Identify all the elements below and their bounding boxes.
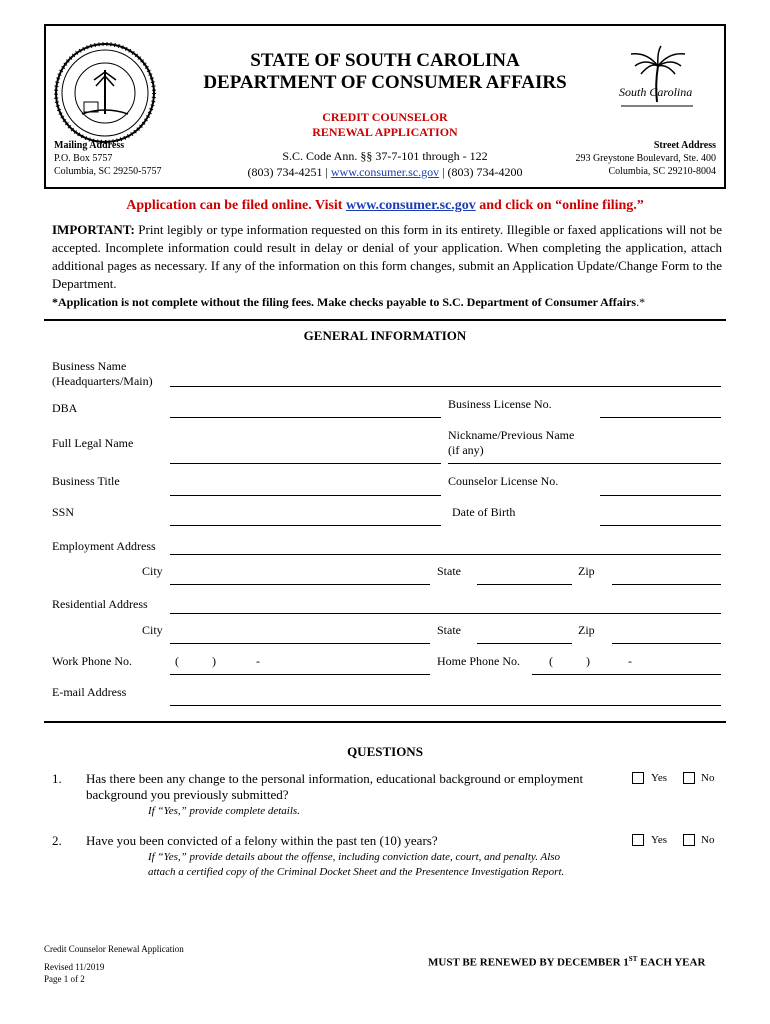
palmetto-logo-icon <box>617 44 697 112</box>
online-notice-link[interactable]: www.consumer.sc.gov <box>345 198 476 213</box>
mailing-address-label: Mailing Address <box>54 140 125 151</box>
residential-state-field[interactable] <box>477 643 572 644</box>
email-label: E-mail Address <box>52 685 127 699</box>
question-1-number: 1. <box>52 771 62 786</box>
business-name-field[interactable] <box>170 386 721 387</box>
question-1-no-checkbox[interactable] <box>683 772 695 784</box>
renewal-deadline-suffix: EACH YEAR <box>637 956 706 969</box>
employment-city-label: City <box>142 564 163 578</box>
street-address-line1: 293 Greystone Boulevard, Ste. 400 <box>575 153 716 164</box>
residential-address-label: Residential Address <box>52 597 148 611</box>
employment-city-field[interactable] <box>170 584 430 585</box>
full-legal-name-label: Full Legal Name <box>52 436 134 450</box>
question-2-yes-label: Yes <box>651 834 668 846</box>
important-label: IMPORTANT: <box>52 222 135 237</box>
mailing-address-line1: P.O. Box 5757 <box>54 153 113 164</box>
online-notice-prefix: Application can be filed online. Visit <box>126 198 346 213</box>
fees-notice-text: *Application is not complete without the filing fees. Make checks payable to S.C. Department of Consumer Affairs <box>52 295 637 309</box>
agency-department-title: DEPARTMENT OF CONSUMER AFFAIRS <box>203 72 567 93</box>
question-2-text: Have you been convicted of a felony within the past ten (10) years? <box>86 833 438 848</box>
section-divider <box>44 319 726 321</box>
nickname-label: Nickname/Previous Name <box>448 428 575 442</box>
question-2-no-label: No <box>701 834 715 846</box>
employment-zip-label: Zip <box>578 564 595 578</box>
mailing-address-line2: Columbia, SC 29250-5757 <box>54 166 162 177</box>
question-1-text-line1: Has there been any change to the personal information, educational background or employment <box>86 771 584 786</box>
footer-info <box>44 943 184 985</box>
general-info-heading: GENERAL INFORMATION <box>303 328 467 343</box>
question-2-hint-line2: attach a certified copy of the Criminal Docket Sheet and the Presentence Investigation Report. <box>148 866 565 878</box>
phone-right: | (803) 734-4200 <box>442 165 523 179</box>
street-address-label: Street Address <box>653 140 716 151</box>
work-phone-dash: - <box>256 654 260 668</box>
question-2-hint-line1: If “Yes,” provide details about the offense, including conviction date, court, and penalty. Also <box>148 851 561 863</box>
residential-zip-label: Zip <box>578 623 595 637</box>
agency-state-title: STATE OF SOUTH CAROLINA <box>250 50 520 71</box>
question-1-hint: If “Yes,” provide complete details. <box>148 805 300 817</box>
important-text: Print legibly or type information requested on this form in its entirety. Illegible or faxed applications will not be accepted. Incomplete information could result in delay or denial of your application. When completing the application, attach additional pages as necessary. If any of the information on this form changes, submit an Application Update/Change Form to the Department. <box>52 222 722 291</box>
business-title-field[interactable] <box>170 495 441 496</box>
work-phone-label: Work Phone No. <box>52 654 133 668</box>
home-phone-field[interactable] <box>532 674 721 675</box>
residential-city-label: City <box>142 623 163 637</box>
form-name-line2: RENEWAL APPLICATION <box>312 125 458 139</box>
residential-city-field[interactable] <box>170 643 430 644</box>
question-1-text-line2: background you previously submitted? <box>86 787 289 802</box>
important-paragraph <box>52 221 722 293</box>
question-2-number: 2. <box>52 833 62 848</box>
business-title-label: Business Title <box>52 474 120 488</box>
renewal-deadline <box>428 955 705 969</box>
counselor-license-label: Counselor License No. <box>448 474 559 488</box>
residential-zip-field[interactable] <box>612 643 721 644</box>
logo-wordmark: South Carolina <box>619 85 693 99</box>
business-name-label: Business Name <box>52 359 127 373</box>
renewal-deadline-sup: ST <box>628 955 638 963</box>
question-1-yes-label: Yes <box>651 772 668 784</box>
ssn-label: SSN <box>52 505 75 519</box>
business-license-field[interactable] <box>600 417 721 418</box>
ssn-field[interactable] <box>170 525 441 526</box>
footer-page-number: Page 1 of 2 <box>44 974 85 984</box>
footer-form-name: Credit Counselor Renewal Application <box>44 944 184 954</box>
employment-address-label: Employment Address <box>52 539 156 553</box>
employment-zip-field[interactable] <box>612 584 721 585</box>
phone-left: (803) 734-4251 | <box>247 165 328 179</box>
website-link[interactable]: www.consumer.sc.gov <box>330 165 440 179</box>
work-phone-field[interactable] <box>170 674 430 675</box>
dba-field[interactable] <box>170 417 441 418</box>
question-1-yes-checkbox[interactable] <box>632 772 644 784</box>
online-notice <box>44 198 726 214</box>
statute-code: S.C. Code Ann. §§ 37-7-101 through - 122 <box>282 149 488 163</box>
home-phone-paren-open: ( <box>549 654 553 668</box>
home-phone-label: Home Phone No. <box>437 654 520 668</box>
question-2-no-checkbox[interactable] <box>683 834 695 846</box>
question-2-yes-checkbox[interactable] <box>632 834 644 846</box>
footer-revised: Revised 11/2019 <box>44 962 105 972</box>
fees-notice <box>52 295 722 310</box>
residential-state-label: State <box>437 623 461 637</box>
nickname-field[interactable] <box>448 463 721 464</box>
fees-notice-suffix: .* <box>636 295 646 309</box>
dba-label: DBA <box>52 401 78 415</box>
home-phone-paren-close: ) <box>586 654 590 668</box>
business-name-sublabel: (Headquarters/Main) <box>52 374 153 388</box>
questions-heading: QUESTIONS <box>347 744 423 759</box>
section-divider-2 <box>44 721 726 723</box>
dob-field[interactable] <box>600 525 721 526</box>
form-name-line1: CREDIT COUNSELOR <box>322 110 448 124</box>
question-1-no-label: No <box>701 772 715 784</box>
online-notice-suffix: and click on “online filing.” <box>475 198 644 213</box>
business-license-label: Business License No. <box>448 397 552 411</box>
work-phone-paren-close: ) <box>212 654 216 668</box>
dob-label: Date of Birth <box>452 505 516 519</box>
employment-address-field[interactable] <box>170 554 721 555</box>
employment-state-field[interactable] <box>477 584 572 585</box>
home-phone-dash: - <box>628 654 632 668</box>
full-legal-name-field[interactable] <box>170 463 441 464</box>
residential-address-field[interactable] <box>170 613 721 614</box>
counselor-license-field[interactable] <box>600 495 721 496</box>
email-field[interactable] <box>170 705 721 706</box>
work-phone-paren-open: ( <box>175 654 179 668</box>
renewal-deadline-prefix: MUST BE RENEWED BY DECEMBER 1 <box>428 956 629 969</box>
employment-state-label: State <box>437 564 461 578</box>
nickname-sublabel: (if any) <box>448 443 484 457</box>
state-seal-icon <box>54 42 156 144</box>
street-address-line2: Columbia, SC 29210-8004 <box>608 166 716 177</box>
